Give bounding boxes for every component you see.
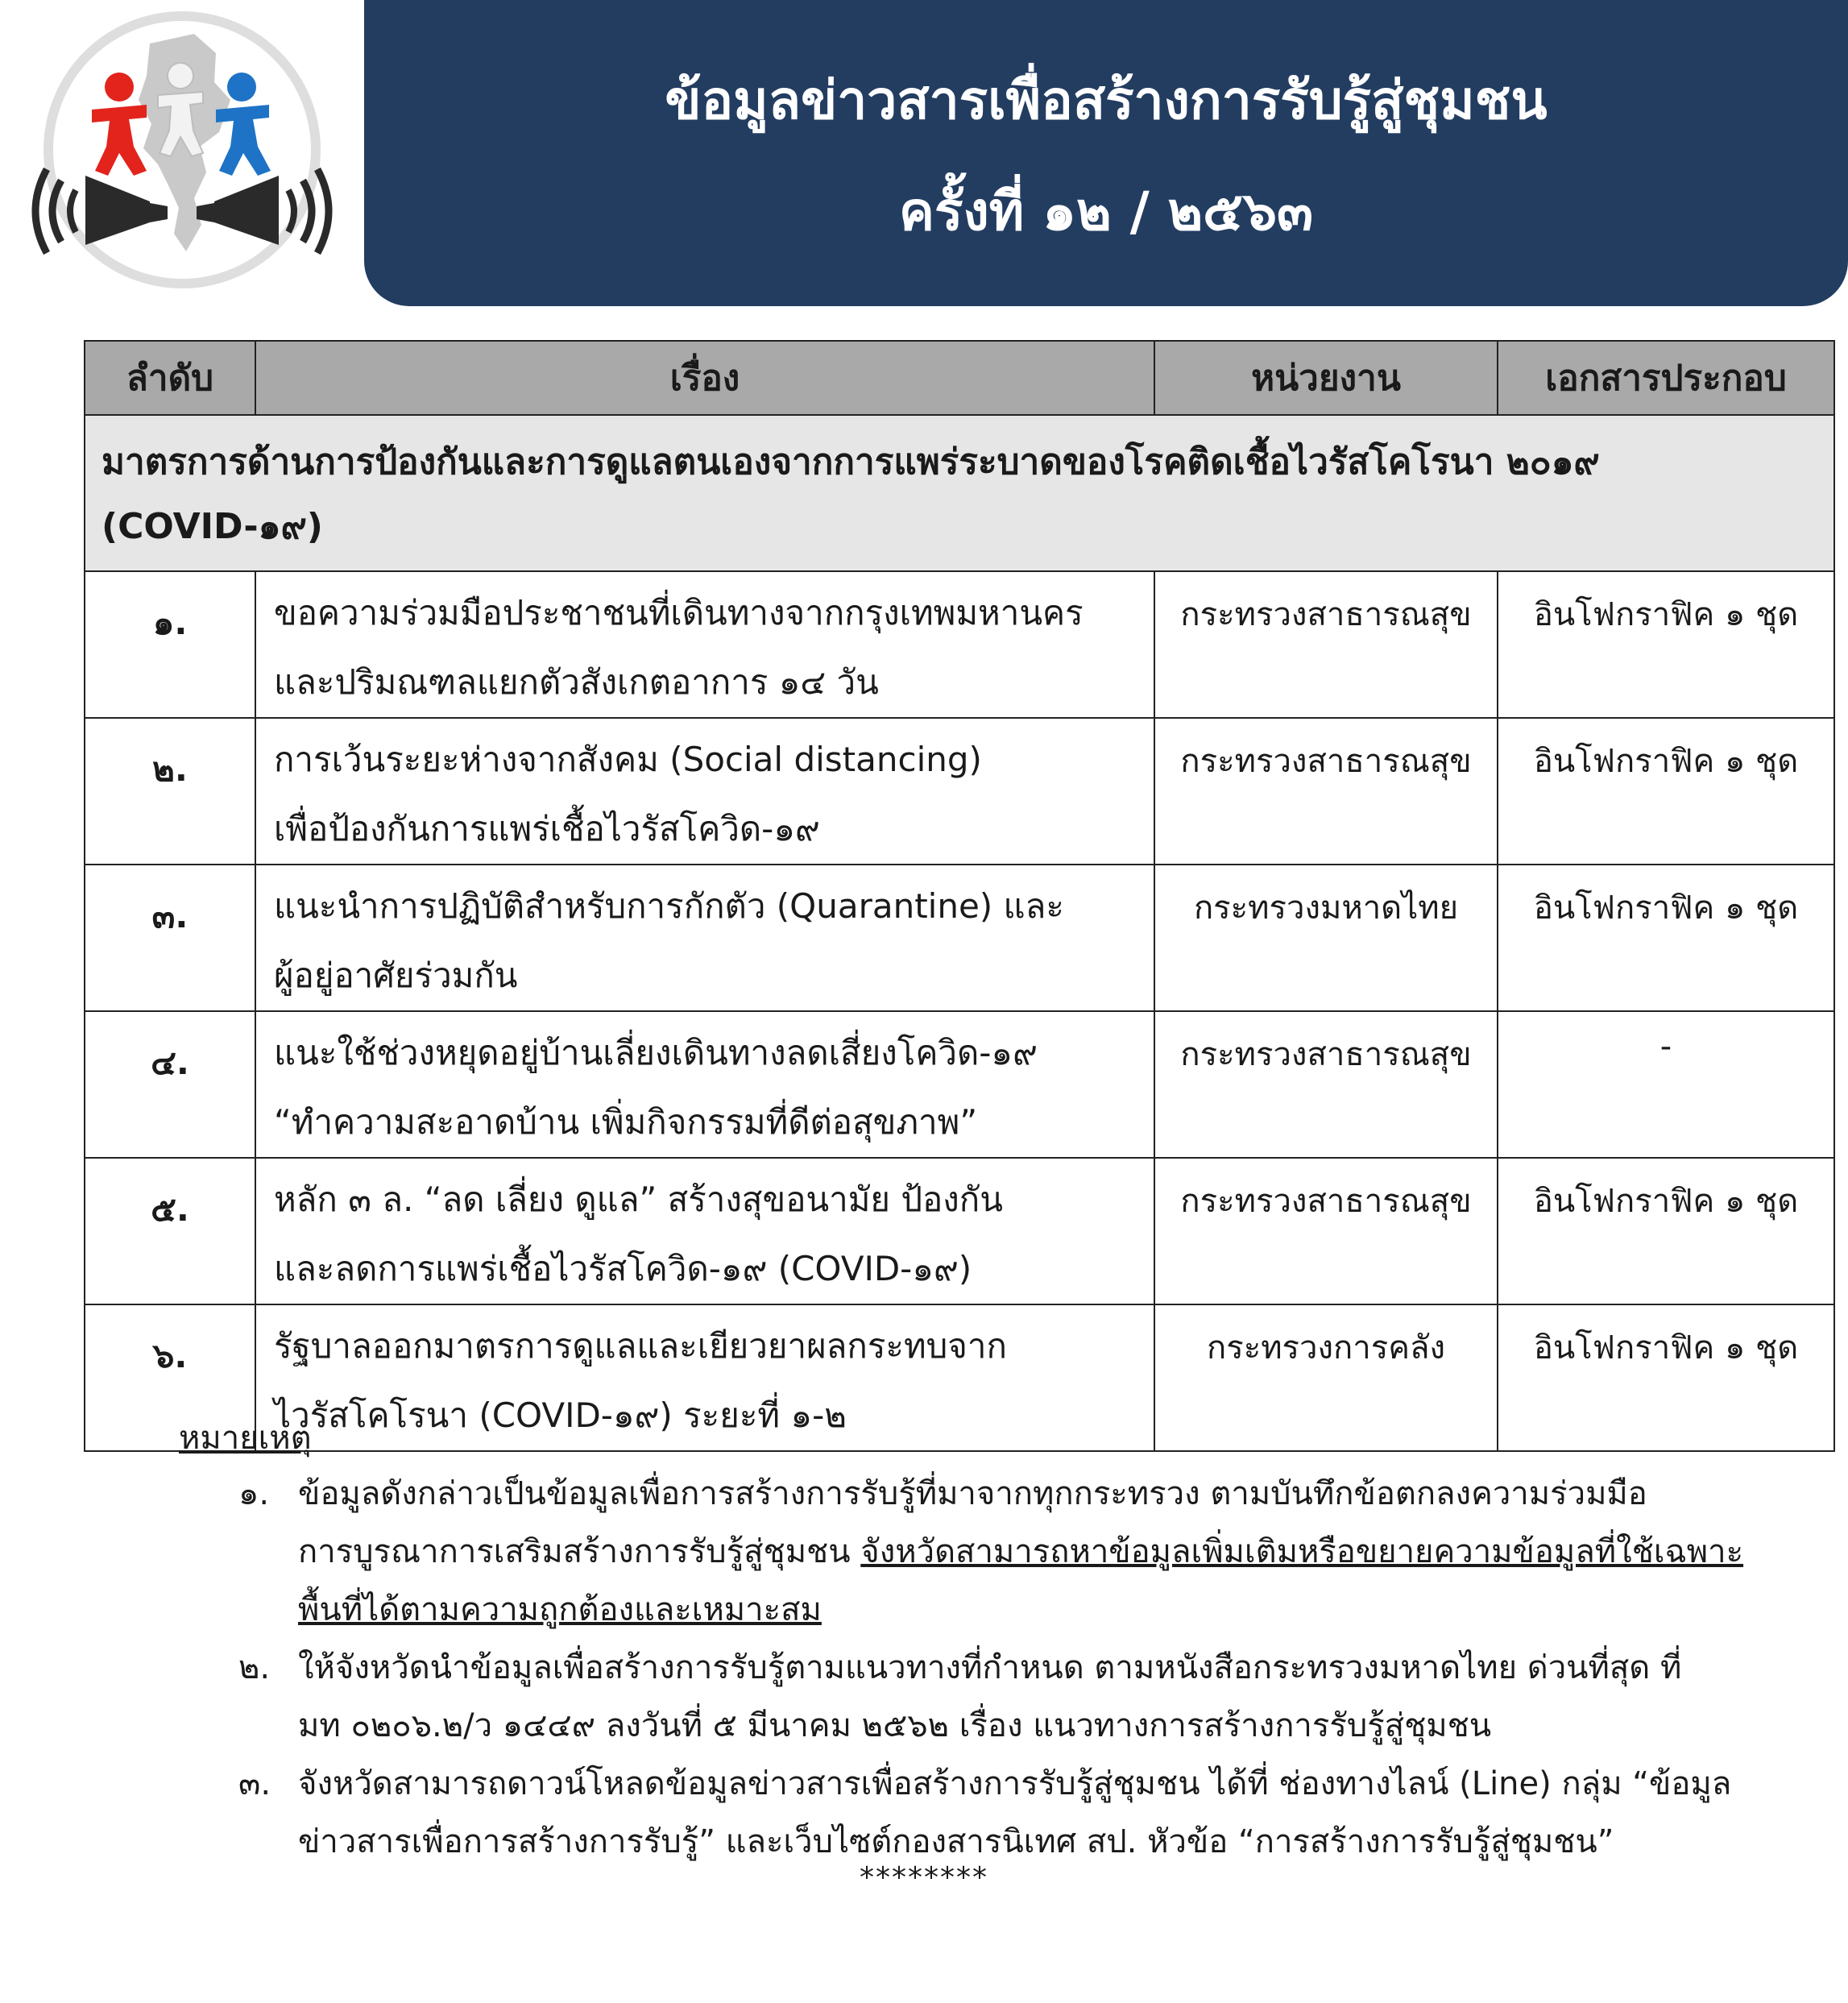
- row-agency: กระทรวงสาธารณสุข: [1154, 1158, 1498, 1304]
- row-subject: [255, 1011, 1154, 1158]
- note-line: มท ๐๒๐๖.๒/ว ๑๔๔๙ ลงวันที่ ๕ มีนาคม ๒๕๖๒ เรื่อง แนวทางการสร้างการรับรู้สู่ชุมชน: [298, 1707, 1492, 1744]
- end-mark: ********: [860, 1861, 988, 1894]
- row-number: ๓.: [85, 865, 255, 1011]
- note-line: ให้จังหวัดนำข้อมูลเพื่อสร้างการรับรู้ตามแนวทางที่กำหนด ตามหนังสือกระทรวงมหาดไทย ด่วนที่สุด ที่: [298, 1649, 1682, 1686]
- row-number: ๕.: [85, 1158, 255, 1304]
- subject-line: และลดการแพร่เชื้อไวรัสโควิด-๑๙ (COVID-๑๙): [274, 1249, 972, 1288]
- row-documents: อินโฟกราฟิค ๑ ชุด: [1498, 1304, 1834, 1451]
- subject-line: แนะใช้ช่วงหยุดอยู่บ้านเลี่ยงเดินทางลดเสี่ยงโควิด-๑๙: [274, 1033, 1038, 1072]
- subject-line: ขอความร่วมมือประชาชนที่เดินทางจากกรุงเทพมหานคร: [274, 593, 1084, 632]
- subject-line: ผู้อยู่อาศัยร่วมกัน: [274, 956, 518, 995]
- note-item: [238, 1755, 1769, 1871]
- section-row: [85, 415, 1834, 571]
- row-agency: กระทรวงมหาดไทย: [1154, 865, 1498, 1011]
- note-text: [298, 1755, 1769, 1871]
- note-text-plain: การบูรณาการเสริมสร้างการรับรู้สู่ชุมชน: [298, 1533, 861, 1570]
- note-line: ข่าวสารเพื่อการสร้างการรับรู้” และเว็บไซต์กองสารนิเทศ สป. หัวข้อ “การสร้างการรับรู้สู่ชุมชน”: [298, 1823, 1614, 1860]
- row-documents: -: [1498, 1011, 1834, 1158]
- subject-line: ไวรัสโคโรนา (COVID-๑๙) ระยะที่ ๑-๒: [274, 1395, 847, 1435]
- row-number: ๑.: [85, 571, 255, 718]
- title-line-2: ครั้งที่ ๑๒ / ๒๕๖๓: [898, 180, 1314, 243]
- note-line: [298, 1523, 1769, 1581]
- row-subject: [255, 571, 1154, 718]
- row-documents: อินโฟกราฟิค ๑ ชุด: [1498, 571, 1834, 718]
- note-text-underlined: จังหวัดสามารถหาข้อมูลเพิ่มเติมหรือขยายความข้อมูลที่ใช้เฉพาะ: [860, 1533, 1744, 1570]
- note-text: [298, 1465, 1769, 1639]
- note-number: ๑.: [238, 1475, 270, 1512]
- row-subject: [255, 1304, 1154, 1451]
- col-header-agency: หน่วยงาน: [1154, 341, 1498, 415]
- row-number: ๒.: [85, 718, 255, 865]
- subject-line: หลัก ๓ ล. “ลด เลี่ยง ดูแล” สร้างสุขอนามัย ป้องกัน: [274, 1180, 1003, 1219]
- row-documents: อินโฟกราฟิค ๑ ชุด: [1498, 865, 1834, 1011]
- note-number: ๓.: [238, 1765, 271, 1802]
- col-header-subject: เรื่อง: [255, 341, 1154, 415]
- note-text: [298, 1639, 1769, 1755]
- logo: [29, 11, 335, 293]
- title-line-1: ข้อมูลข่าวสารเพื่อสร้างการรับรู้สู่ชุมชน: [665, 69, 1548, 131]
- table-row: [85, 1158, 1834, 1304]
- subject-line: เพื่อป้องกันการแพร่เชื้อไวรัสโควิด-๑๙: [274, 809, 820, 848]
- subject-line: การเว้นระยะห่างจากสังคม (Social distancing): [274, 740, 982, 779]
- row-agency: กระทรวงสาธารณสุข: [1154, 571, 1498, 718]
- row-documents: อินโฟกราฟิค ๑ ชุด: [1498, 1158, 1834, 1304]
- row-subject: [255, 1158, 1154, 1304]
- table-row: [85, 865, 1834, 1011]
- note-item: [238, 1465, 1769, 1639]
- subject-line: รัฐบาลออกมาตรการดูแลและเยียวยาผลกระทบจาก: [274, 1326, 1007, 1366]
- row-documents: อินโฟกราฟิค ๑ ชุด: [1498, 718, 1834, 865]
- table-row: [85, 571, 1834, 718]
- row-subject: [255, 718, 1154, 865]
- row-number: ๖.: [85, 1304, 255, 1451]
- col-header-number: ลำดับ: [85, 341, 255, 415]
- table-row: [85, 718, 1834, 865]
- subject-line: “ทำความสะอาดบ้าน เพิ่มกิจกรรมที่ดีต่อสุขภาพ”: [274, 1102, 978, 1142]
- table-row: [85, 1304, 1834, 1451]
- col-header-documents: เอกสารประกอบ: [1498, 341, 1834, 415]
- subject-line: แนะนำการปฏิบัติสำหรับการกักตัว (Quarantine) และ: [274, 886, 1064, 926]
- note-item: [238, 1639, 1769, 1755]
- row-number: ๔.: [85, 1011, 255, 1158]
- section-title: มาตรการด้านการป้องกันและการดูแลตนเองจากการแพร่ระบาดของโรคติดเชื้อไวรัสโคโรนา ๒๐๑๙ (COVID-๑๙): [85, 415, 1834, 571]
- row-subject: [255, 865, 1154, 1011]
- note-line: จังหวัดสามารถดาวน์โหลดข้อมูลข่าวสารเพื่อสร้างการรับรู้สู่ชุมชน ได้ที่ ช่องทางไลน์ (Line) กลุ่ม “ข้อมูล: [298, 1765, 1732, 1802]
- note-text-underlined: พื้นที่ได้ตามความถูกต้องและเหมาะสม: [298, 1591, 822, 1628]
- row-agency: กระทรวงสาธารณสุข: [1154, 718, 1498, 865]
- row-agency: กระทรวงการคลัง: [1154, 1304, 1498, 1451]
- table-header-row: [85, 341, 1834, 415]
- subject-line: และปริมณฑลแยกตัวสังเกตอาการ ๑๔ วัน: [274, 662, 879, 702]
- note-line: ข้อมูลดังกล่าวเป็นข้อมูลเพื่อการสร้างการรับรู้ที่มาจากทุกกระทรวง ตามบันทึกข้อตกลงความร่วมมือ: [298, 1475, 1647, 1512]
- table-row: [85, 1011, 1834, 1158]
- header-banner: [364, 0, 1848, 306]
- note-number: ๒.: [238, 1649, 271, 1686]
- row-agency: กระทรวงสาธารณสุข: [1154, 1011, 1498, 1158]
- items-table: [84, 340, 1835, 1452]
- notes-heading: หมายเหตุ: [179, 1420, 312, 1457]
